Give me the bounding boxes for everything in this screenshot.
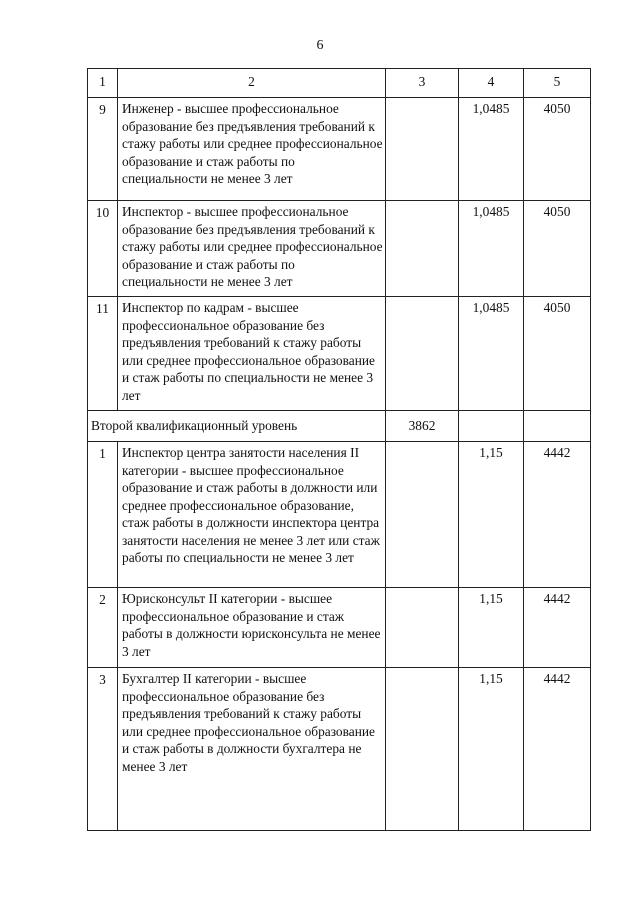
salary-cell: 4442 [524,668,591,831]
header-col-2: 2 [118,69,386,98]
header-col-5: 5 [524,69,591,98]
empty-cell [524,411,591,442]
coefficient-cell: 1,0485 [459,201,524,297]
table-row [88,668,591,831]
salary-cell: 4442 [524,442,591,588]
table-row [88,201,591,297]
table-header-row [88,69,591,98]
coefficient-cell: 1,15 [459,442,524,588]
salary-cell: 4050 [524,201,591,297]
row-number: 1 [88,442,118,588]
empty-cell [459,411,524,442]
position-description: Инспектор по кадрам - высшее профессиональное образование без предъявления требований к стажу работы или среднее профессиональное образование и стаж работы по специальности не менее 3 лет [118,297,386,411]
table-row [88,297,591,411]
header-col-1: 1 [88,69,118,98]
row-number: 11 [88,297,118,411]
position-description: Инспектор центра занятости населения II категории - высшее профессиональное образование и стаж работы в должности или среднее профессиональное образование, стаж работы в должности инспектора центра занятости населения не менее 3 лет или стаж работы по специальности не менее 3 лет [118,442,386,588]
table-row [88,98,591,201]
row-number: 10 [88,201,118,297]
salary-table [87,68,591,831]
coefficient-cell: 1,0485 [459,297,524,411]
salary-cell: 4050 [524,297,591,411]
salary-cell: 4050 [524,98,591,201]
qualification-level-label: Второй квалификационный уровень [88,411,386,442]
page-number: 6 [316,38,324,53]
position-description: Бухгалтер II категории - высшее профессиональное образование без предъявления требований к стажу работы или среднее профессиональное образование и стаж работы в должности бухгалтера не менее 3 лет [118,668,386,831]
coefficient-cell: 1,15 [459,588,524,668]
table-row [88,588,591,668]
coefficient-cell: 1,0485 [459,98,524,201]
position-description: Юрисконсульт II категории - высшее профессиональное образование и стаж работы в должности юрисконсульта не менее 3 лет [118,588,386,668]
base-salary-cell [386,588,459,668]
salary-cell: 4442 [524,588,591,668]
base-salary-cell [386,668,459,831]
coefficient-cell: 1,15 [459,668,524,831]
qualification-level-row [88,411,591,442]
row-number: 3 [88,668,118,831]
qualification-level-value: 3862 [386,411,459,442]
header-col-3: 3 [386,69,459,98]
base-salary-cell [386,442,459,588]
base-salary-cell [386,201,459,297]
base-salary-cell [386,98,459,201]
position-description: Инспектор - высшее профессиональное образование без предъявления требований к стажу работы или среднее профессиональное образование и стаж работы по специальности не менее 3 лет [118,201,386,297]
base-salary-cell [386,297,459,411]
header-col-4: 4 [459,69,524,98]
table-row [88,442,591,588]
row-number: 2 [88,588,118,668]
position-description: Инженер - высшее профессиональное образование без предъявления требований к стажу работы или среднее профессиональное образование и стаж работы по специальности не менее 3 лет [118,98,386,201]
row-number: 9 [88,98,118,201]
